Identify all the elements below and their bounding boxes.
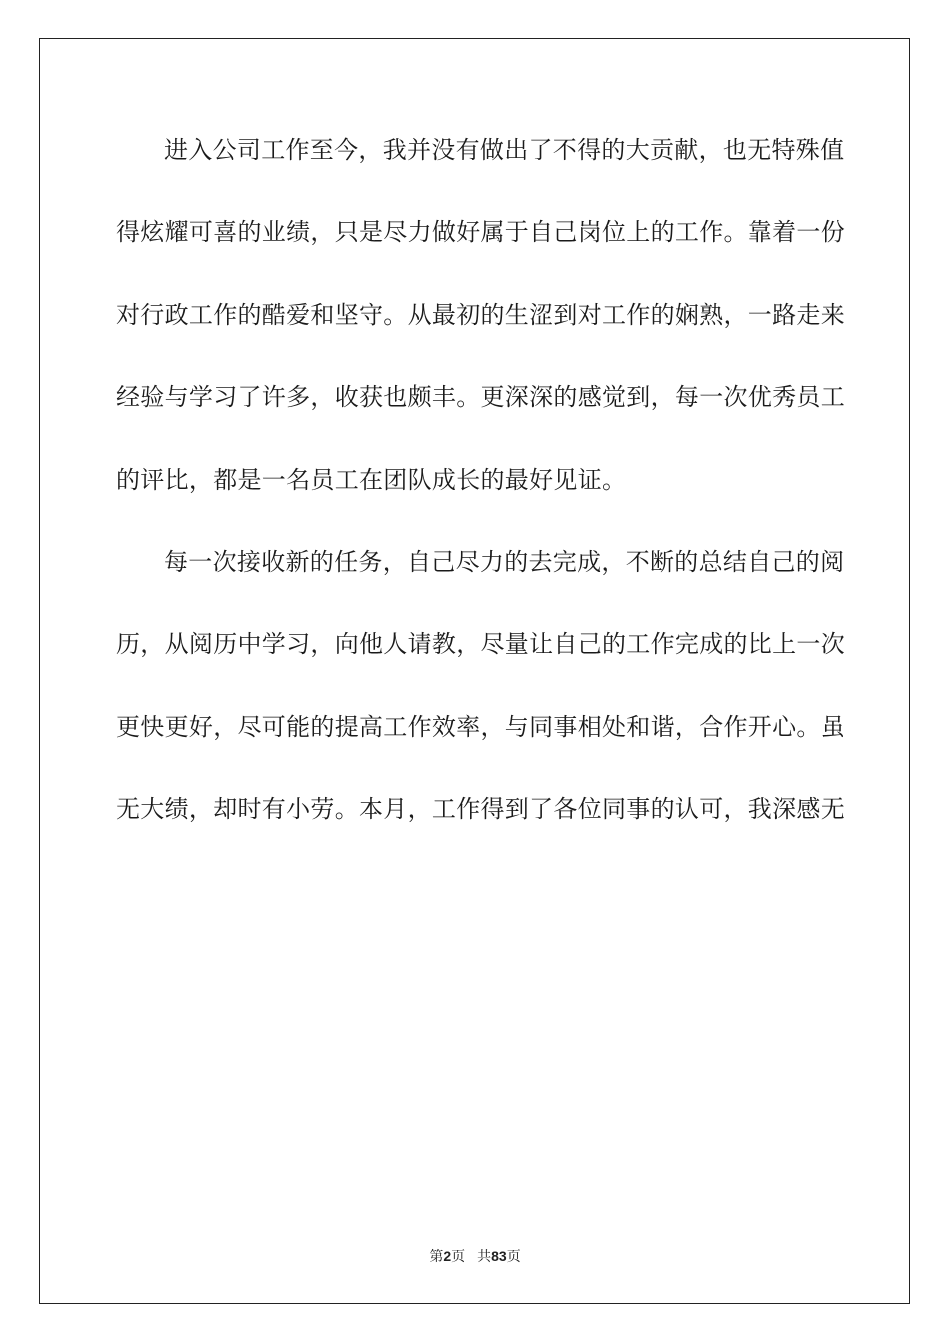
paragraph-2-line-3: 更快更好，尽可能的提高工作效率，与同事相处和谐，合作开心。虽 bbox=[116, 712, 845, 741]
paragraph-1-line-5: 的评比，都是一名员工在团队成长的最好见证。 bbox=[116, 465, 627, 494]
page-suffix: 页 bbox=[451, 1249, 466, 1265]
paragraph-2-line-4: 无大绩，却时有小劳。本月，工作得到了各位同事的认可，我深感无 bbox=[116, 795, 845, 824]
paragraph-2-line-1: 每一次接收新的任务，自己尽力的去完成，不断的总结自己的阅 bbox=[164, 547, 845, 576]
paragraph-2-line-2: 历，从阅历中学习，向他人请教，尽量让自己的工作完成的比上一次 bbox=[116, 630, 845, 659]
total-suffix: 页 bbox=[506, 1249, 521, 1265]
paragraph-1-line-2: 得炫耀可喜的业绩，只是尽力做好属于自己岗位上的工作。靠着一份 bbox=[116, 218, 845, 247]
total-prefix: 共 bbox=[477, 1249, 492, 1265]
paragraph-1-line-4: 经验与学习了许多，收获也颇丰。更深深的感觉到，每一次优秀员工 bbox=[116, 383, 845, 412]
page-prefix: 第 bbox=[429, 1249, 444, 1265]
document-body bbox=[116, 118, 845, 860]
paragraph-1-line-3: 对行政工作的酷爱和坚守。从最初的生涩到对工作的娴熟，一路走来 bbox=[116, 300, 845, 329]
page-number: 2 bbox=[443, 1248, 452, 1264]
paragraph-1-line-1: 进入公司工作至今，我并没有做出了不得的大贡献，也无特殊值 bbox=[164, 136, 845, 164]
page-footer bbox=[0, 1246, 950, 1266]
total-pages: 83 bbox=[491, 1248, 507, 1264]
